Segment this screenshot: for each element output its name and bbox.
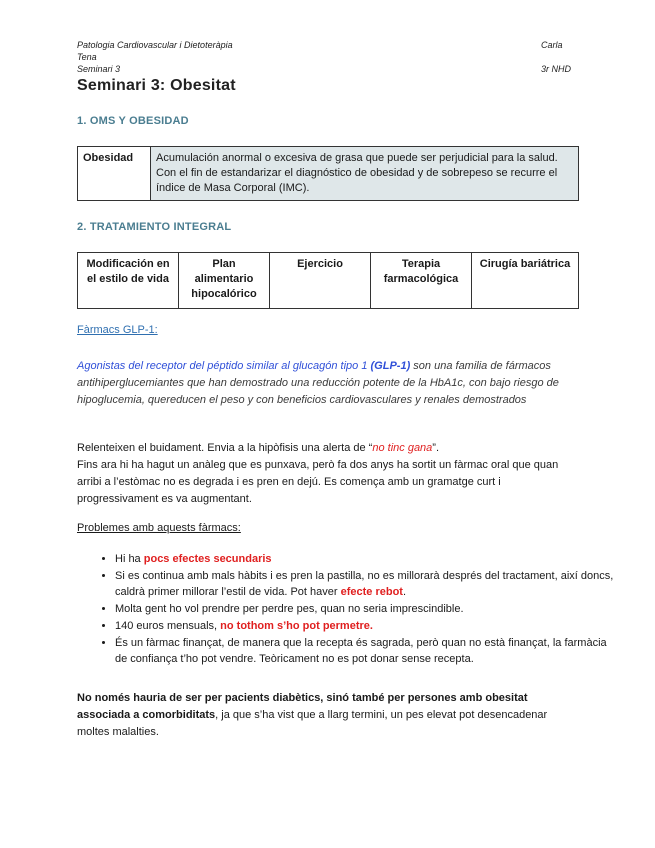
- list-item: [115, 618, 620, 634]
- header-author: Carla: [541, 40, 563, 50]
- mechanism-quote: no tinc gana: [372, 442, 433, 454]
- glp1-intro: [77, 358, 577, 409]
- list-item: [115, 568, 620, 600]
- list-item: [115, 551, 620, 567]
- table-row: [78, 147, 579, 201]
- treatment-cell-surgery: Cirugía bariátrica: [472, 253, 579, 309]
- list-item: • Molta gent ho vol prendre per perdre pes, quan no seria imprescindible.: [115, 601, 620, 617]
- treatment-cell-lifestyle: Modificación en el estilo de vida: [78, 253, 179, 309]
- glp1-link[interactable]: Fàrmacs GLP-1:: [77, 324, 158, 336]
- b2-text: Si es continua amb mals hàbits i es pren la pastilla, no es millorarà després del tractament, així doncs, caldrà primer millorar l’estil de vida. Pot haver: [115, 570, 614, 598]
- glp1-intro-blue: Agonistas del receptor del péptido similar al glucagón tipo 1: [77, 360, 371, 372]
- treatment-cell-exercise: Ejercicio: [270, 253, 371, 309]
- b2-end: .: [402, 586, 407, 598]
- glp1-history: Fins ara hi ha hagut un anàleg que es punxava, però fa dos anys ha sortit un fàrmac oral que quan arribi a l’estòmac no es degrada i es pren en dejú. Es comença amb un gramatge curt i progressivament es va augmentant.: [77, 459, 559, 505]
- header-course-line1: Patologia Cardiovascular i Dietoteràpia: [77, 40, 233, 50]
- table-row: [78, 253, 579, 309]
- definition-text: Acumulación anormal o excesiva de grasa que puede ser perjudicial para la salud. Con el fin de estandarizar el diagnóstico de obesidad y de sobrepeso se recurre el índice de Masa Corporal (IMC).: [151, 147, 579, 201]
- b4-text: 140 euros mensuals,: [115, 620, 221, 632]
- glp1-abbr: (GLP-1): [370, 360, 411, 372]
- mechanism-text: Relenteixen el buidament. Envia a la hipòfisis una alerta de “: [77, 442, 373, 454]
- b1-text: Hi ha: [115, 553, 144, 565]
- glp1-intro-rest: son una familia de fármacos antihiperglucemiantes que han demostrado una reducción potente de la HbA1c, con bajo riesgo de hipoglucemia, quereducen el peso y con beneficios cardiovasculares y renales demostrados: [77, 360, 559, 406]
- glp1-mechanism: [77, 440, 577, 457]
- section-heading-tratamiento: 2. TRATAMIENTO INTEGRAL: [77, 221, 232, 233]
- section-heading-oms: 1. OMS Y OBESIDAD: [77, 115, 189, 127]
- b4-red: no tothom s’ho pot permetre.: [220, 620, 373, 632]
- conclusion-rest: , ja que s’ha vist que a llarg termini, un pes elevat pot desencadenar moltes malalties.: [77, 709, 548, 738]
- mechanism-end: ”.: [432, 442, 440, 454]
- problems-heading: Problemes amb aquests fàrmacs:: [77, 522, 241, 534]
- conclusion-bold: No només hauria de ser per pacients diabètics, sinó també per persones amb obesitat associada a comorbiditats: [77, 692, 528, 721]
- problems-list: [77, 551, 620, 668]
- treatment-cell-diet: Plan alimentario hipocalórico: [179, 253, 270, 309]
- header-course-line2: Tena: [77, 52, 97, 62]
- header-group: 3r NHD: [541, 64, 572, 74]
- b2-red: efecte rebot: [340, 586, 403, 598]
- treatment-cell-pharmacology: Terapia farmacológica: [371, 253, 472, 309]
- header-course: [77, 39, 233, 75]
- treatment-table: [77, 252, 579, 309]
- header-seminar: Seminari 3: [77, 64, 121, 74]
- definition-table: [77, 146, 579, 201]
- conclusion: [77, 690, 577, 741]
- page-title: Seminari 3: Obesitat: [77, 77, 236, 94]
- list-item: • És un fàrmac finançat, de manera que la recepta és sagrada, però quan no està finançat, la farmàcia de confiança t’ho pot vendre. Teòricament no es pot donar sense recepta.: [115, 635, 620, 667]
- b1-red: pocs efectes secundaris: [143, 553, 272, 565]
- definition-term: Obesidad: [78, 147, 151, 201]
